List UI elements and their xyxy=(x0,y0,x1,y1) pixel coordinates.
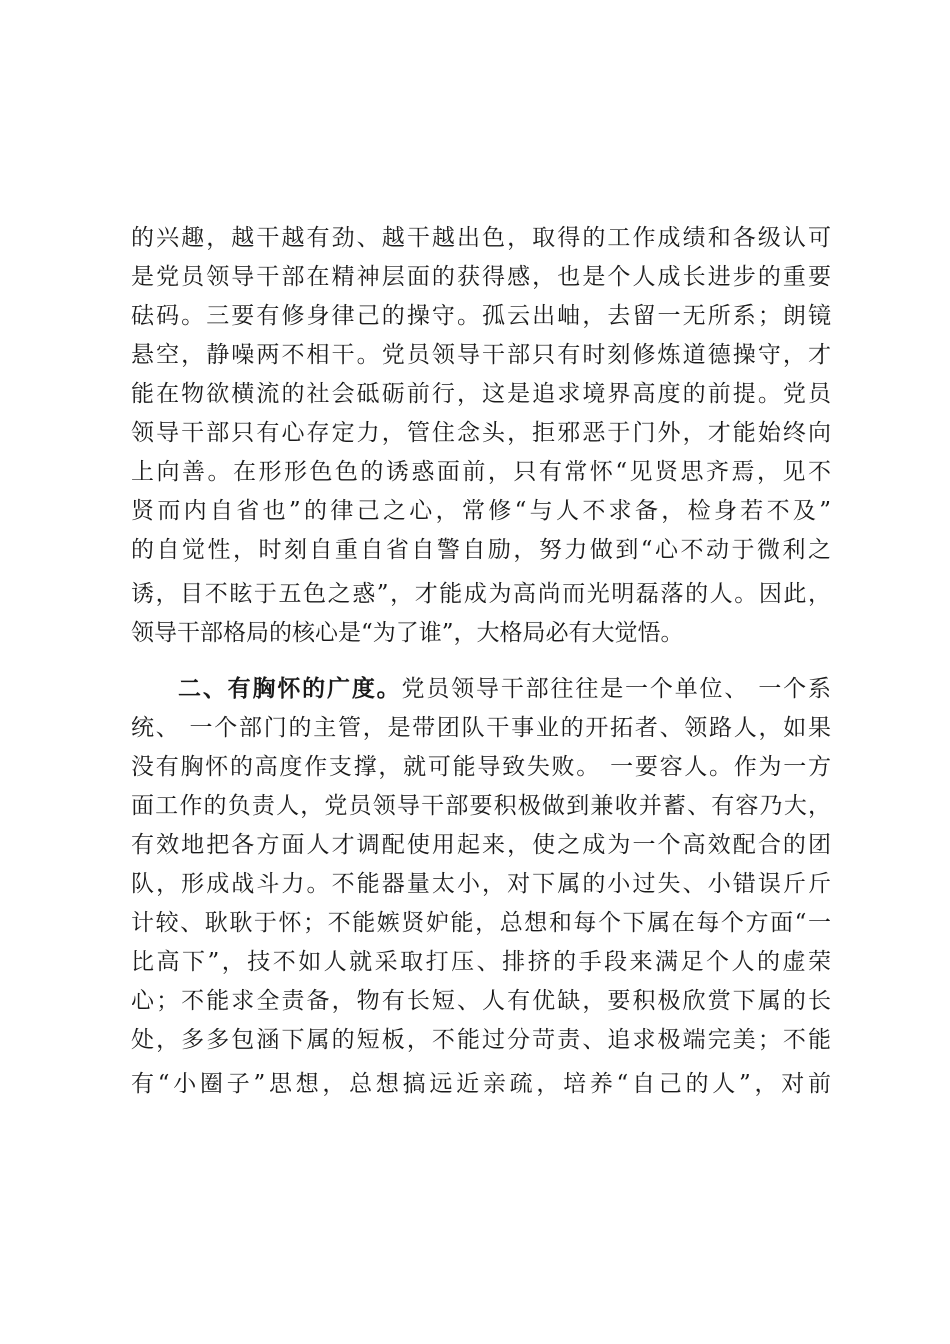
text-line: 的兴趣，越干越有劲、越干越出色，取得的工作成绩和各级认可 xyxy=(131,225,831,251)
text-line: 有效地把各方面人才调配使用起来，使之成为一个高效配合的团 xyxy=(131,832,831,858)
text-line: 悬空，静噪两不相干。党员领导干部只有时刻修炼道德操守，才 xyxy=(131,342,831,368)
text-line: 处，多多包涵下属的短板，不能过分苛责、追求极端完美；不能 xyxy=(131,1027,831,1053)
text-run: 党员领导干部往往是一个单位、 一个系 xyxy=(401,676,832,702)
text-line: 是党员领导干部在精神层面的获得感，也是个人成长进步的重要 xyxy=(131,264,831,290)
text-line: 诱，目不眩于五色之惑”，才能成为高尚而光明磊落的人。因此， xyxy=(131,581,831,607)
text-line: 贤而内自省也”的律己之心，常修“与人不求备，检身若不及” xyxy=(131,498,831,524)
text-line: 心；不能求全责备，物有长短、人有优缺，要积极欣赏下属的长 xyxy=(131,988,831,1014)
text-line: 统、 一个部门的主管，是带团队干事业的开拓者、领路人，如果 xyxy=(131,715,831,741)
text-line: 没有胸怀的高度作支撑，就可能导致失败。 一要容人。作为一方 xyxy=(131,754,831,780)
section-heading-line xyxy=(178,669,831,709)
text-line: 能在物欲横流的社会砥砺前行，这是追求境界高度的前提。党员 xyxy=(131,381,831,407)
text-line: 面工作的负责人，党员领导干部要积极做到兼收并蓄、有容乃大， xyxy=(131,793,831,819)
text-line: 计较、耿耿于怀；不能嫉贤妒能，总想和每个下属在每个方面“一 xyxy=(131,910,831,936)
text-line: 的自觉性，时刻自重自省自警自励，努力做到“心不动于微利之 xyxy=(131,537,831,563)
text-line: 有“小圈子”思想，总想搞远近亲疏，培养“自己的人”，对前 xyxy=(131,1071,831,1097)
text-line: 比高下”，技不如人就采取打压、排挤的手段来满足个人的虚荣 xyxy=(131,949,831,975)
text-line: 上向善。在形形色色的诱惑面前，只有常怀“见贤思齐焉，见不 xyxy=(131,459,831,485)
section-heading: 二、有胸怀的广度。 xyxy=(178,676,402,702)
text-line: 砝码。三要有修身律己的操守。孤云出岫，去留一无所系；朗镜 xyxy=(131,303,831,329)
text-line: 队，形成战斗力。不能器量太小，对下属的小过失、小错误斤斤 xyxy=(131,871,831,897)
text-line: 领导干部只有心存定力，管住念头，拒邪恶于门外，才能始终向 xyxy=(131,420,831,446)
text-line: 领导干部格局的核心是“为了谁”，大格局必有大觉悟。 xyxy=(131,620,684,646)
